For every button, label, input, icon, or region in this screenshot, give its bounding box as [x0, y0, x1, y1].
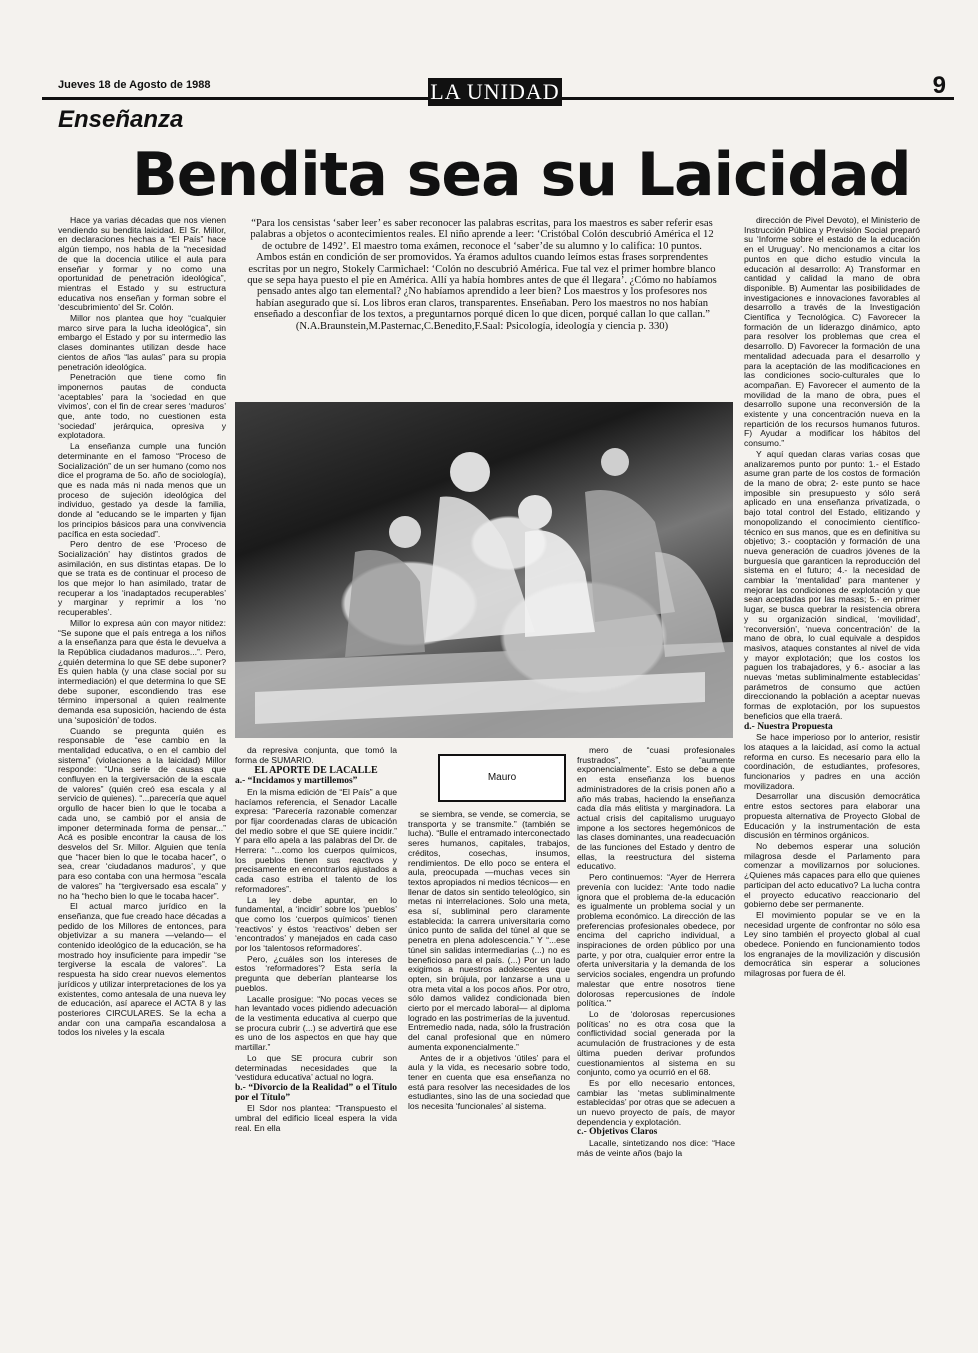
- column-heading: EL APORTE DE LACALLE: [254, 765, 378, 777]
- article-paragraph: Cuando se pregunta quién es responsable de “ese cambio en la mentalidad educativa, o en el cambio del sistema” (violaciones a la laicidad) Millor responde: “Una serie de causas que confluyen en la tergiversación de la escala de valores” (quién creó esa escala y al servicio de quienes). “...parecería que aquel orgullo de hacer bien lo que le tocaba a cada uno, se cambió por el ansia de imponer determinada forma de pensar...” Acá es posible encontrar la causa de los desvelos del Sr. Millor. Alguien que tenía que “hacer bien lo que le tocaba hacer”, o sea, crear ‘ciudadanos maduros’, y que para eso contaba con una hermosa “escala de valores” ha “tergiversado esa escala” y no ha “hecho bien lo que le tocaba hacer”.: [58, 725, 226, 901]
- article-photo: [235, 402, 733, 738]
- page-number: 9: [932, 72, 946, 99]
- photo-credit-box: Mauro: [438, 754, 566, 802]
- article-paragraph: se siembra, se vende, se comercia, se transporta y se transmite.” (también se lucha). “Bulle el entramado interconectado seres humanos, capitales, trabajos, créditos, cosechas, insumos, rendimientos. De ello poco se entera el aula, preocupada —muchas veces sin textos apropiados ni medios técnicos— en llenar de datos sin sentido teleológico, sin metas ni interrelaciones. Solo una meta, esa sí, subliminal pero claramente establecida: la carrera universitaria como único punto de salida del túnel al que se penetra en plena adolescencia.” Y “...ese túnel sin salidas intermediarias (...) no es beneficioso para el país. (...) Por un lado exigimos a nuestros adolescentes que opten, sin brújula, por lanzarse a una u otra meta vital a los pocos años. Por otro, sólo damos validez condicionada bien cierto por el mercado laboral— al diploma logrado en las postrimerías de la juventud. Entremedio nada, nada, sólo la frustración del canal profesional que en número aumenta exponencialmente.”: [408, 810, 570, 1052]
- article-paragraph: Lo que SE procura cubrir son determinadas necesidades que la ‘vestidura educativa’ actual no logra.: [235, 1052, 397, 1083]
- article-paragraph: Penetración que tiene como fin imponernos pautas de conducta ‘aceptables’ para la ‘sociedad en que vivimos’, con el fin de crear seres ‘maduros’ que, ante todo, no cuestionen esta ‘sociedad’ jerárquica, opresiva y explotadora.: [58, 372, 226, 441]
- article-paragraph: Se hace imperioso por lo anterior, resistir los ataques a la laicidad, así como la actual reforma en curso. Es necesario para ello la coordinación, de estudiantes, profesores, funcionarios y padres en una acción movilizadora.: [744, 732, 920, 791]
- article-paragraph: Millor lo expresa aún con mayor nitidez: “Se supone que el país entrega a los niños a la enseñanza para que ésta le devuelva a la República ciudadanos maduros...”. Pero, ¿quién determina lo que SE debe suponer? Es quien habla (y una clase social por su intermediación) el que determina lo que SE debe suponer, escondiendo tras ese término impersonal a quien realmente demanda esa suposición, haciendo de ésta una ‘suposición’ de todos.: [58, 617, 226, 725]
- article-paragraph: Pero continuemos: “Ayer de Herrera prevenía con lucidez: ‘Ante todo nadie ignora que el problema de-la educación es igualmente un problema social y un problema económico. La dirección de las preferencias profesionales obedece, por encima del capricho individual, a inspiraciones de orden público por una parte, y por otra, cualquier error entre la oferta universitaria y la demanda de los servicios sociales, engendra un profundo malestar que entre nosotros tiene dolorosas repercusiones de índole política.’”: [577, 872, 735, 1009]
- newspaper-page: [42, 70, 954, 1340]
- article-column-3: [408, 810, 570, 1340]
- article-column-5: [744, 216, 920, 1341]
- column-subheading: a.- “Incidamos y martillemos”: [235, 776, 358, 787]
- article-column-4: [577, 746, 735, 1341]
- article-paragraph: No debemos esperar una solución milagrosa desde el Parlamento para comenzar a movilizarnos por soluciones. ¿Quienes más capaces para ello que quienes participan del acto educativo? La lucha contra el proyecto educativo reaccionario del gobierno debe ser permanente.: [744, 841, 920, 910]
- article-paragraph: Pero, ¿cuáles son los intereses de estos ‘reformadores’? Esta sería la pregunta que deberían plantearse los pueblos.: [235, 953, 397, 993]
- article-paragraph: Desarrollar una discusión democrática entre estos sectores para elaborar una propuesta alternativa de Proyecto Global de Educación y la instrumentación de esta discusión en términos orgánicos.: [744, 791, 920, 841]
- article-paragraph: Lo de ‘dolorosas repercusiones políticas’ no es otra cosa que la conflictividad social generada por la acumulación de frustraciones y de esta última pueden derivar profundos cuestionamientos al sistema en su conjunto, como ya ocurrió en el 68.: [577, 1008, 735, 1078]
- quote-source: (N.A.Braunstein,M.Pasternac,C.Benedito,F.Saal: Psicología, ideología y ciencia p. 330): [295, 320, 669, 332]
- article-paragraph: Es por ello necesario entonces, cambiar las ‘metas subliminalmente establecidas’ por otras que se adecuen a un nuevo proyecto de país, de mayor dependencia y explotación.: [577, 1077, 735, 1127]
- article-column-2: [235, 746, 397, 1341]
- article-column-1: [58, 216, 226, 1341]
- article-paragraph: El Sdor nos plantea: “Transpuesto el umbral del edificio liceal espera la vida real. En ella: [235, 1103, 397, 1133]
- article-paragraph: Lacalle, sintetizando nos dice: “Hace más de veinte años (bajo la: [577, 1138, 735, 1158]
- article-paragraph: La enseñanza cumple una función determinante en el famoso “Proceso de Socialización” de un ser humano (como nos dice el programa de 5o. año de sociología), que es nada más ni nada menos que un proceso de sujeción ideológica del individuo, gestado ya desde la familia, donde al “educando se le imparten y fijan los principios básicos para una convivencia pacífica en esta sociedad”.: [58, 441, 226, 539]
- article-paragraph: Y aquí quedan claras varias cosas que analizaremos punto por punto: 1.- el Estado asume gran parte de los costos de formación de la mano de obra; 2- este punto se hace imposible sin presupuesto y sólo será aplicado en una enseñanza privatizada, o bajo total control del Estado, elitizando y monopolizando el conocimiento científico-técnico en sus manos, que es en definitiva su objetivo; 3.- cooptación y formación de una nueva generación de cuadros jóvenes de la burguesía que garanticen la reproducción del sistema en el futuro; 4.- la necesidad de cambiar la ‘mentalidad’ para mantener y mejorar las condiciones de explotación y que sean aceptadas por las masas; 5.- en primer lugar, se busca quebrar la resistencia obrera y su organización sindical, ‘movilidad’, ‘reconversión’, ‘nueva concentración’ de la mano de obra, lo cual equivale a despidos masivos, ataques constantes al nivel de vida y mayor explotación; que los costos los paguen los trabajadores, y 6.- asociar a las nuevas ‘metas subliminalmente establecidas’ parámetros de consumo que actúen direccionando la población a aceptar nuevas formas de explotación, por los supuestos beneficios que ella traerá.: [744, 448, 920, 721]
- article-paragraph: Antes de ir a objetivos ‘útiles’ para el aula y la vida, es necesario sobre todo, tener en cuenta que esa enseñanza no está para resolver las necesidades de los estudiantes, sino las de una sociedad que los necesita ‘funcionales’ al sistema.: [408, 1052, 570, 1112]
- masthead: [42, 70, 954, 110]
- article-paragraph: dirección de Pivel Devoto), el Ministerio de Instrucción Pública y Previsión Social preparó su ‘Informe sobre el estado de la educación en el Uruguay’. No mencionamos a citar los puntos en que dicho estudio vincula la educación al desarrollo: A) Transformar en cantidad y calidad la mano de obra disponible. B) Aumentar las posibilidades de investigaciones e innovaciones favorables al desarrollo a través de la Investigación Científica y Tecnológica. C) Favorecer la formación de un liderazgo dinámico, apto para resolver los problemas que crea el desarrollo. D) Favorecer la formación de una mentalidad adecuada para el desarrollo y para la aceptación de las modificaciones en las condiciones socio-culturales que lo acompañan. E) Favorecer el aumento de la movilidad de la mano de obra, pues el desarrollo supone una reconversión de la existente y una concentración nueva en la repartición de los recursos humanos futuros. F) Ayudar a modificar los hábitos del consumo.”: [744, 216, 920, 449]
- article-paragraph: Millor nos plantea que hoy “cualquier marco sirve para la lucha ideológica”, sin embargo el Estado y por su intermedio las clases dominantes utilizan desde hace cientos de años “las aulas” para su propia penetración ideológica.: [58, 313, 226, 372]
- article-paragraph: Lacalle prosigue: “No pocas veces se han levantado voces pidiendo adecuación de la vestimenta educativa al cuerpo que se procura cubrir (...) se advertirá que ese es uno de los aspectos en que hay que martillar.”: [235, 993, 397, 1053]
- newspaper-brand: LA UNIDAD: [428, 78, 562, 106]
- article-paragraph: En la misma edición de “El País” a que hacíamos referencia, el Senador Lacalle expresa: “Parecería razonable comenzar por fijar coordenadas claras de ubicación del medio sobre el que SE quiere incidir.” Y para ello apela a las palabras del Dr. de Herrera: “...como los cuerpos químicos, los pueblos tienen sus reactivos y precisamente en encontrarlos ajustados a cada caso estriba el talento de los reformadores”.: [235, 786, 397, 894]
- issue-date: Jueves 18 de Agosto de 1988: [58, 79, 211, 91]
- epigraph-quote: [247, 218, 717, 332]
- article-paragraph: El actual marco jurídico en la enseñanza, que fue creado hace décadas a pedido de los Millores de entonces, para objetivizar a su manera —velando— el contenido ideológico de la educación, se ha mostrado hoy insuficiente para impedir “se tergiverse la escala de valores”. La respuesta ha sido crear nuevos elementos jurídicos y utilizar interpretaciones de los ya existentes, como antesala de una nueva ley de educación, así aparece el ACTA 8 y las posteriores CIRCULARES. Se la echa a andar con una campaña escandalosa a todos los niveles y la escala: [58, 901, 226, 1038]
- article-paragraph: Hace ya varias décadas que nos vienen vendiendo su bendita laicidad. El Sr. Millor, en declaraciones hechas a “El País” hace algún tiempo, nos habla de la “necesidad de que la docencia utilice el aula para enseñar y formar y no como una oportunidad de penetración ideológica”, mientras el Estado y su estructura educativa nos enseñan y forman sobre el ‘descubrimiento’ del Sr. Colón.: [58, 216, 226, 313]
- article-paragraph: mero de “cuasi profesionales frustrados”, “aumente exponencialmente”. Esto se debe a que en esta enseñanza los buenos administradores de la crisis ponen año a año más trabas, haciendo la enseñanza cada día más elitista y marginadora. La actual crisis del capitalismo uruguayo impone a los sectores hegemónicos de las clases dominantes, una readecuación de las funciones del Estado y dentro de ellas, la reestructura del sistema educativo.: [577, 746, 735, 872]
- section-title: Enseñanza: [58, 106, 184, 133]
- article-paragraph: da represiva conjunta, que tomó la forma de SUMARIO.: [235, 746, 397, 765]
- column-subheading: d.- Nuestra Propuesta: [744, 721, 833, 732]
- column-subheading: b.- “Divorcio de la Realidad” o el Título por el Título”: [235, 1082, 397, 1103]
- article-headline: Bendita sea su Laicidad: [132, 140, 911, 210]
- article-paragraph: El movimiento popular se ve en la necesidad urgente de confrontar no sólo esa Ley sino también el proyecto global al cual obedece. Poniendo en funcionamiento todos los engranajes de la movilización y discusión democrática sin esperar a soluciones milagrosas por fuera de él.: [744, 909, 920, 979]
- photo-crowd-illustration: [235, 402, 733, 738]
- quote-text: “Para los censistas ‘saber leer’ es saber reconocer las palabras escritas, para los maestros es saber referir esas palabras a objetos o acontecimientos reales. El niño aprende a leer: ‘Cristóbal Colón descubrió América el 12 de octubre de 1492’. El maestro toma exámen, reconoce el ‘saber’de su alumno y lo califica: 10 puntos. Ambos están en condición de ser promovidos. Ya éramos adultos cuando leímos estas frases sorprendentes escritas por un negro, Stokely Carmichael: ‘Colón no descubrió América. Fue tal vez el primer hombre blanco que se sepa haya puesto el pie en América. Allí ya había hombres antes de que él llegara’. ¿Cómo no habíamos pensado antes algo tan elemental? ¿No habíamos aprendido a leer bien? Los maestros y los profesores nos habían asegurado que sí. Los libros eran claros, transparentes. Enseñaban. Pero los maestros no nos habían enseñado a desconfiar de los textos, a preguntarnos porqué dicen lo que dicen, porqué callan lo que callan.”: [247, 218, 717, 321]
- article-paragraph: La ley debe apuntar, en lo fundamental, a ‘incidir’ sobre los ‘pueblos’ que como los ‘cuerpos químicos’ tienen ‘reactivos’ y éstos ‘reactivos’ deben ser ‘encontrados’ y manejados en cada caso por los ‘talentosos reformadores’.: [235, 894, 397, 954]
- article-paragraph: Pero dentro de ese ‘Proceso de Socialización’ hay distintos grados de asimilación, en sus distintas etapas. De lo que se trata es de continuar el proceso de los que mejor lo han asimilado, tratar de recuperar a los ‘inadaptados recuperables’ y marginar y reprimir a los ‘no recuperables’.: [58, 539, 226, 618]
- column-subheading: c.- Objetivos Claros: [577, 1127, 658, 1138]
